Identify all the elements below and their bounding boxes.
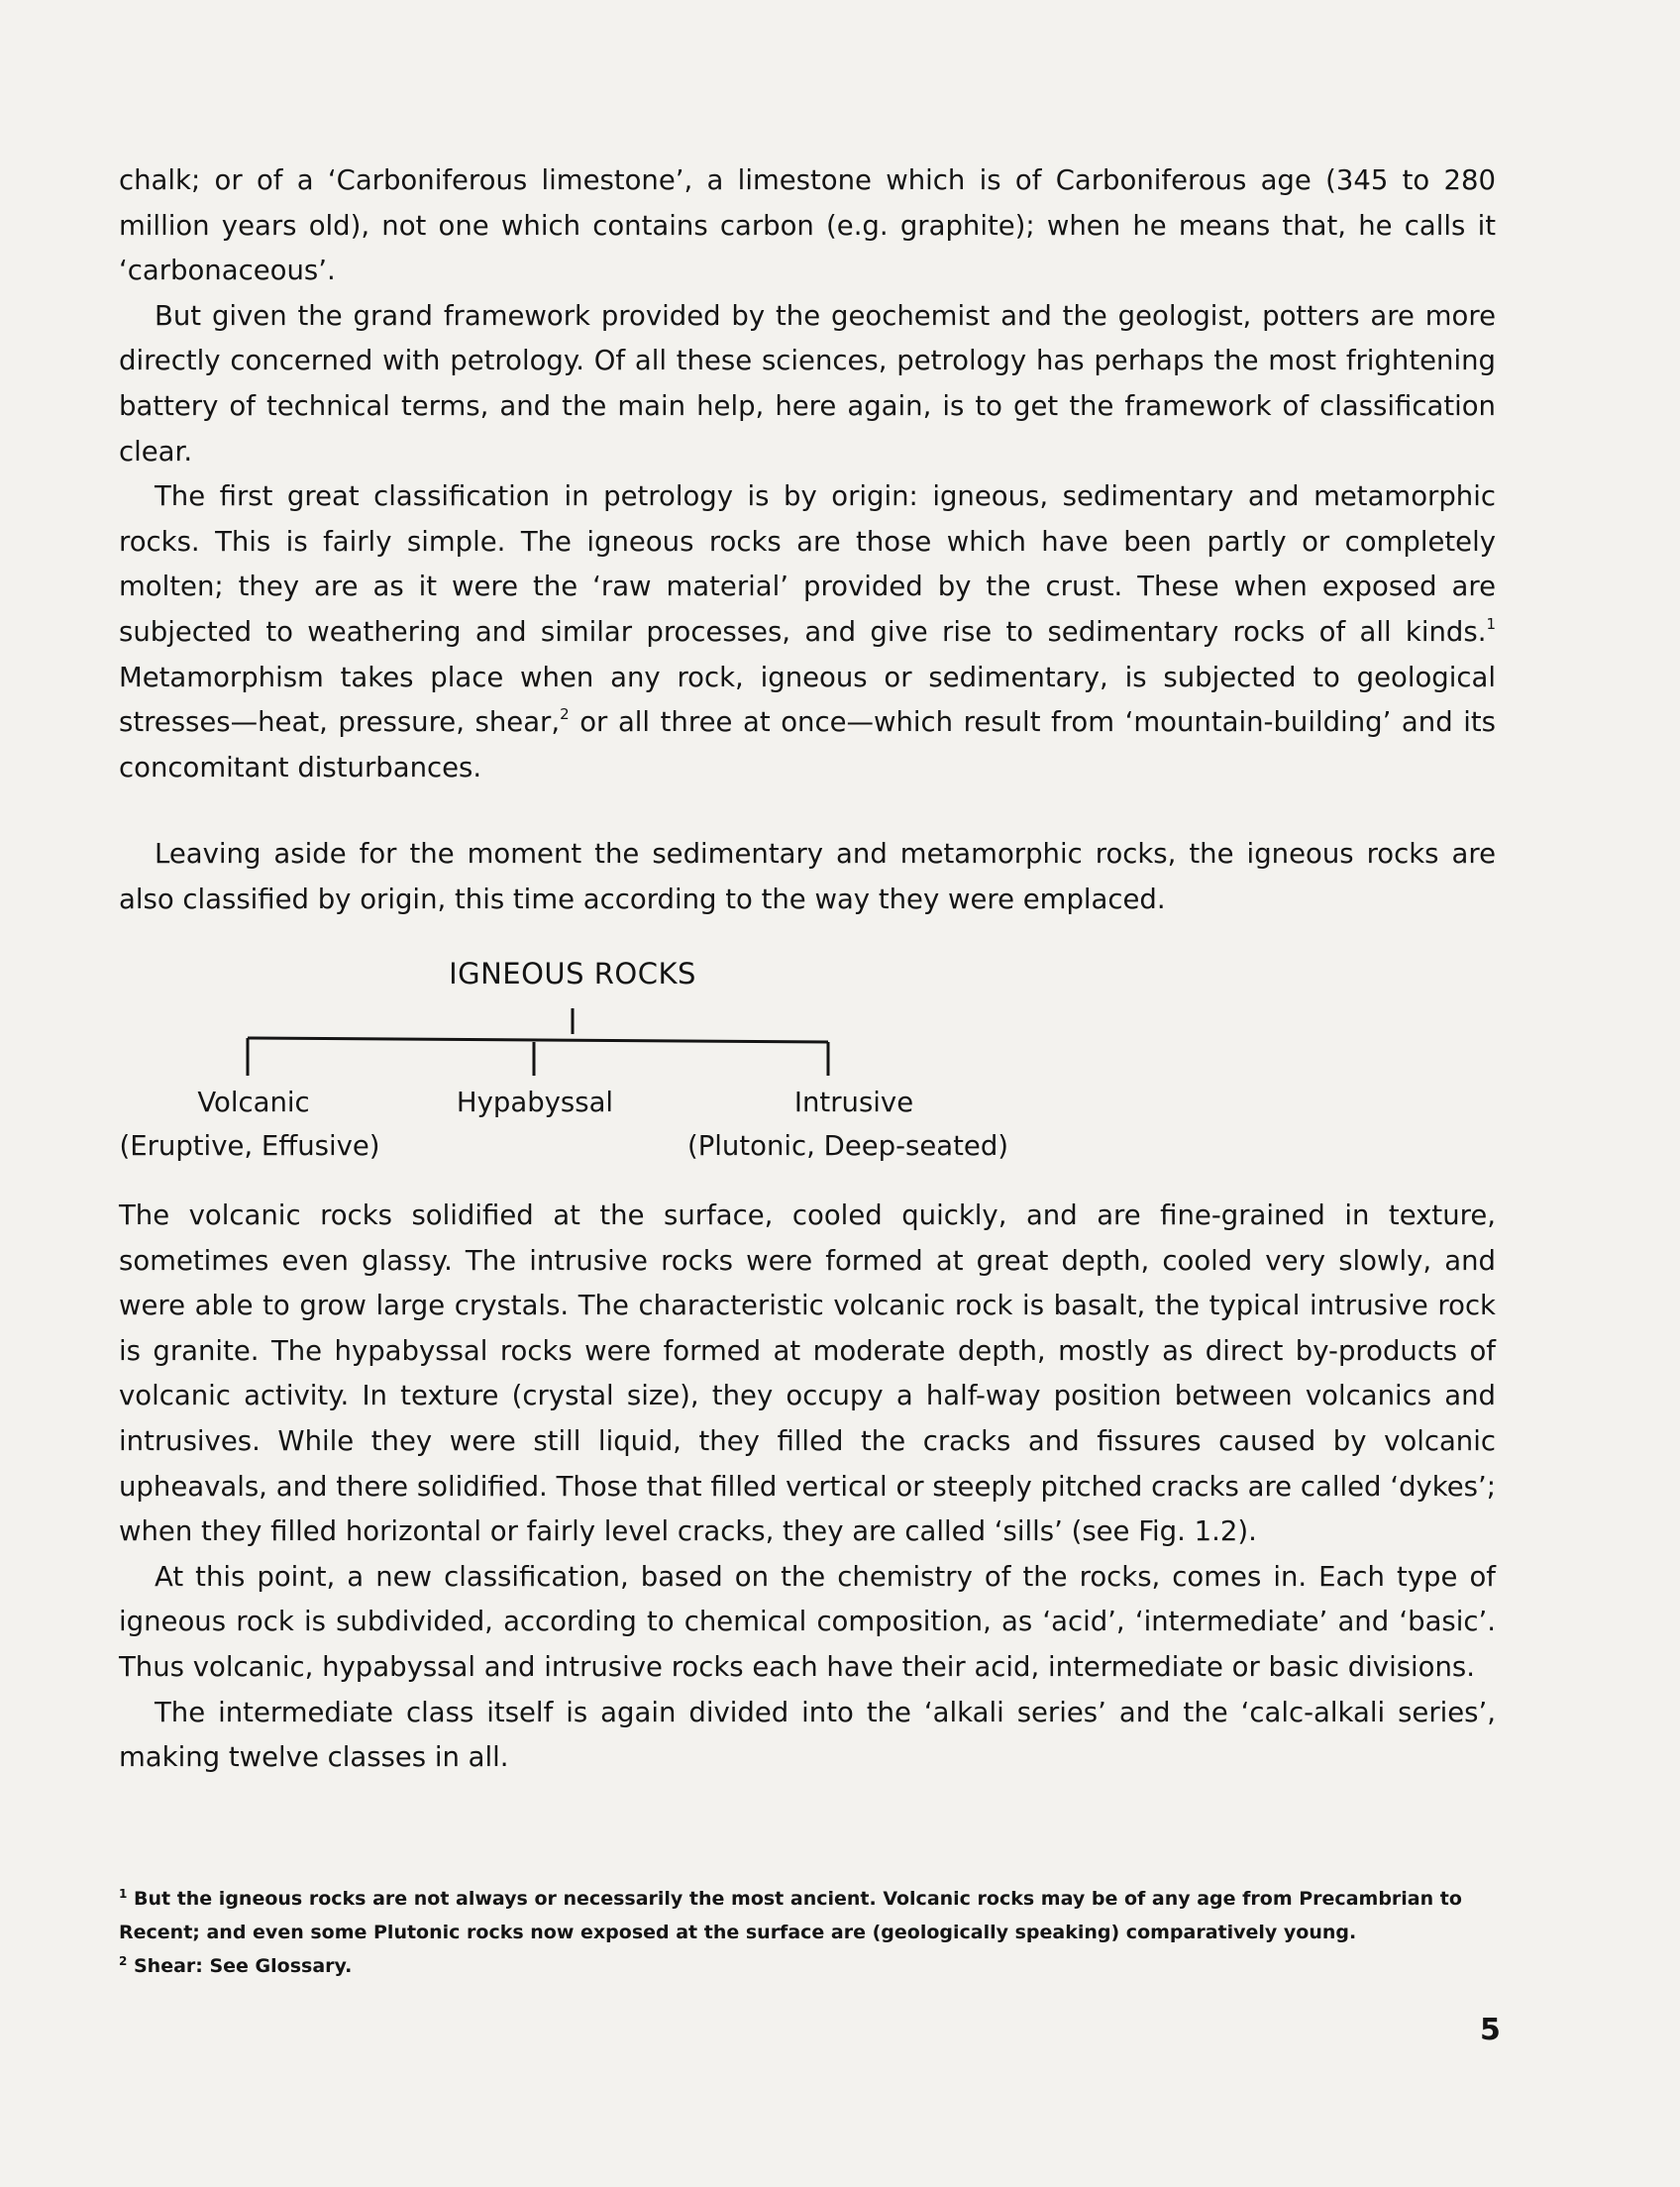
diagram-title: IGNEOUS ROCKS	[449, 957, 696, 990]
paragraph-intermediate: The intermediate class itself is again divided into the ‘alkali series’ and the ‘calc-alkali series’, making twelve classes in all.	[119, 1696, 1496, 1774]
footnote-2-text: Shear: See Glossary.	[133, 1955, 353, 1977]
paragraph-3-part-b: Metamorphism takes place when any rock, igneous or sedimentary, is subjected to geological stresses—heat, pressure, shear,	[119, 661, 1496, 739]
text-block-top	[119, 158, 1496, 790]
text-block-bottom	[119, 1194, 1496, 1781]
paragraph-1: chalk; or of a ‘Carboniferous limestone’, a limestone which is of Carboniferous age (345 to 280 million years old), not one which contains carbon (e.g. graphite); when he means that, he calls it ‘carbonaceous’.	[119, 164, 1496, 287]
paragraph-3-part-a: The first great classification in petrology is by origin: igneous, sedimentary and metamorphic rocks. This is fairly simple. The igneous rocks are those which have been partly or completely molten; they are as it were the ‘raw material’ provided by the crust. These when exposed are subjected to weathering and similar processes, and give rise to sedimentary rocks of all kinds.	[119, 480, 1496, 648]
paragraph-chemistry: At this point, a new classification, based on the chemistry of the rocks, comes in. Each type of igneous rock is subdivided, according to chemical composition, as ‘acid’, ‘intermediate’ and ‘basic’. Thus volcanic, hypabyssal and intrusive rocks each have their acid, intermediate or basic divisions.	[119, 1560, 1496, 1683]
diagram-branch-hypabyssal-label: Hypabyssal	[456, 1087, 614, 1118]
paragraph-intro: Leaving aside for the moment the sedimentary and metamorphic rocks, the igneous rocks are also classified by origin, this time according to the way they were emplaced.	[119, 838, 1496, 915]
footnote-marker-2: 2	[560, 705, 570, 724]
diagram-branch-volcanic-sub: (Eruptive, Effusive)	[119, 1130, 380, 1162]
text-block-intro	[119, 832, 1496, 922]
diagram-branch-intrusive-label: Intrusive	[793, 1087, 914, 1118]
footnote-marker-1: 1	[1486, 614, 1496, 633]
paragraph-3-part-c: or all three at once—which result from ‘mountain-building’ and its concomitant disturbances.	[119, 706, 1496, 783]
diagram-crossbar	[248, 1038, 828, 1042]
footnote-1	[119, 1882, 1496, 1949]
footnote-1-text: But the igneous rocks are not always or necessarily the most ancient. Volcanic rocks may be of any age from Precambrian to Recent; and even some Plutonic rocks now exposed at the surface are (geologically speaking) comparatively young.	[119, 1888, 1462, 1943]
footnote-1-marker: 1	[119, 1887, 128, 1901]
footnotes	[119, 1882, 1496, 1983]
footnote-2-marker: 2	[119, 1954, 128, 1968]
paragraph-2: But given the grand framework provided by the geochemist and the geologist, potters are more directly concerned with petrology. Of all these sciences, petrology has perhaps the most frightening battery of technical terms, and the main help, here again, is to get the framework of classification clear.	[119, 299, 1496, 468]
footnote-2	[119, 1949, 1496, 1983]
diagram-branch-volcanic-label: Volcanic	[197, 1087, 310, 1118]
paragraph-3	[119, 474, 1496, 790]
paragraph-volcanic: The volcanic rocks solidified at the surface, cooled quickly, and are fine-grained in texture, sometimes even glassy. The intrusive rocks were formed at great depth, cooled very slowly, and were able to grow large crystals. The characteristic volcanic rock is basalt, the typical intrusive rock is granite. The hypabyssal rocks were formed at moderate depth, mostly as direct by-products of volcanic activity. In texture (crystal size), they occupy a half-way position between volcanics and intrusives. While they were still liquid, they filled the cracks and fissures caused by volcanic upheavals, and there solidified. Those that filled vertical or steeply pitched cracks are called ‘dykes’; when they filled horizontal or fairly level cracks, they are called ‘sills’ (see Fig. 1.2).	[119, 1199, 1496, 1548]
diagram-branch-intrusive-sub: (Plutonic, Deep-seated)	[686, 1130, 1009, 1162]
page-number: 5	[1480, 2013, 1501, 2047]
